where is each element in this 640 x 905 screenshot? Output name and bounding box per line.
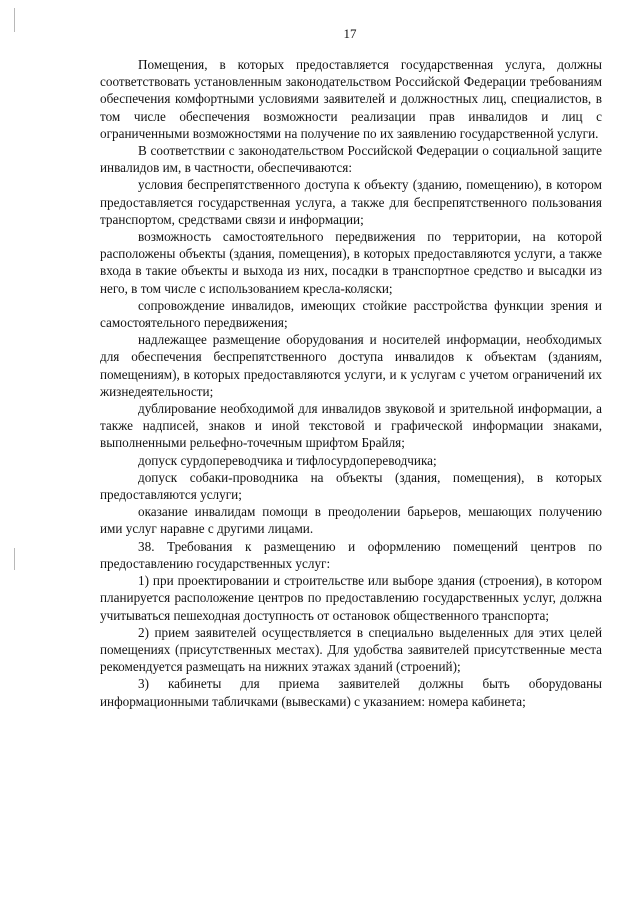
document-body (100, 56, 602, 710)
paragraph-equipment-placement: надлежащее размещение оборудования и носителей информации, необходимых для обеспечения беспрепятственного доступа инвалидов к объектам (зданиям, помещениям), в которых предоставляются услуги, и к услугам с учетом ограничений их жизнедеятельности; (100, 332, 602, 399)
paragraph-information-duplication: дублирование необходимой для инвалидов звуковой и зрительной информации, а также надписей, знаков и иной текстовой и графической информации знаками, выполненными рельефно-точечным шрифтом Брайля; (100, 401, 602, 451)
paragraph-barrier-assistance: оказание инвалидам помощи в преодолении барьеров, мешающих получению ими услуг наравне с другими лицами. (100, 504, 602, 537)
paragraph-item-3: 3) кабинеты для приема заявителей должны быть оборудованы информационными табличками (вывесками) с указанием: номера кабинета; (100, 676, 602, 709)
paragraph-escort: сопровождение инвалидов, имеющих стойкие расстройства функции зрения и самостоятельного передвижения; (100, 297, 602, 331)
paragraph-guide-dog: допуск собаки-проводника на объекты (здания, помещения), в которых предоставляются услуги; (100, 469, 602, 503)
paragraph-premises-requirements: Помещения, в которых предоставляется государственная услуга, должны соответствовать установленным законодательством Российской Федерации требованиям обеспечения комфортными условиями заявителей и должностных лиц, специалистов, в том числе обеспечения возможности реализации прав инвалидов и лиц с ограниченными возможностями на получение по их заявлению государственной услуги. (100, 57, 602, 141)
scan-edge-mark (14, 548, 15, 570)
paragraph-sign-interpreter: допуск сурдопереводчика и тифлосурдопереводчика; (138, 452, 437, 468)
paragraph-item-2: 2) прием заявителей осуществляется в специально выделенных для этих целей помещениях (присутственных местах). Для удобства заявителей присутственные места рекомендуется размещать на нижних этажах зданий (строений); (100, 624, 602, 675)
paragraph-access-conditions: условия беспрепятственного доступа к объекту (зданию, помещению), в котором предоставляется государственная услуга, а также для беспрепятственного пользования транспортом, средствами связи и информации; (100, 177, 602, 227)
paragraph-section-38: 38. Требования к размещению и оформлению помещений центров по предоставлению государственных услуг: (100, 538, 602, 571)
page-number: 17 (343, 26, 357, 41)
paragraph-independent-movement: возможность самостоятельного передвижения по территории, на которой расположены объекты (здания, помещения), в которых предоставляются услуги, а также входа в такие объекты и выхода из них, посадки в транспортное средство и высадки из него, в том числе с использованием кресла-коляски; (100, 229, 602, 296)
paragraph-item-1: 1) при проектировании и строительстве или выборе здания (строения), в котором планируется расположение центров по предоставлению государственных услуг, должна учитываться пешеходная доступность от остановок общественного транспорта; (100, 573, 602, 623)
paragraph-disability-law: В соответствии с законодательством Российской Федерации о социальной защите инвалидов им, в частности, обеспечиваются: (100, 143, 602, 176)
